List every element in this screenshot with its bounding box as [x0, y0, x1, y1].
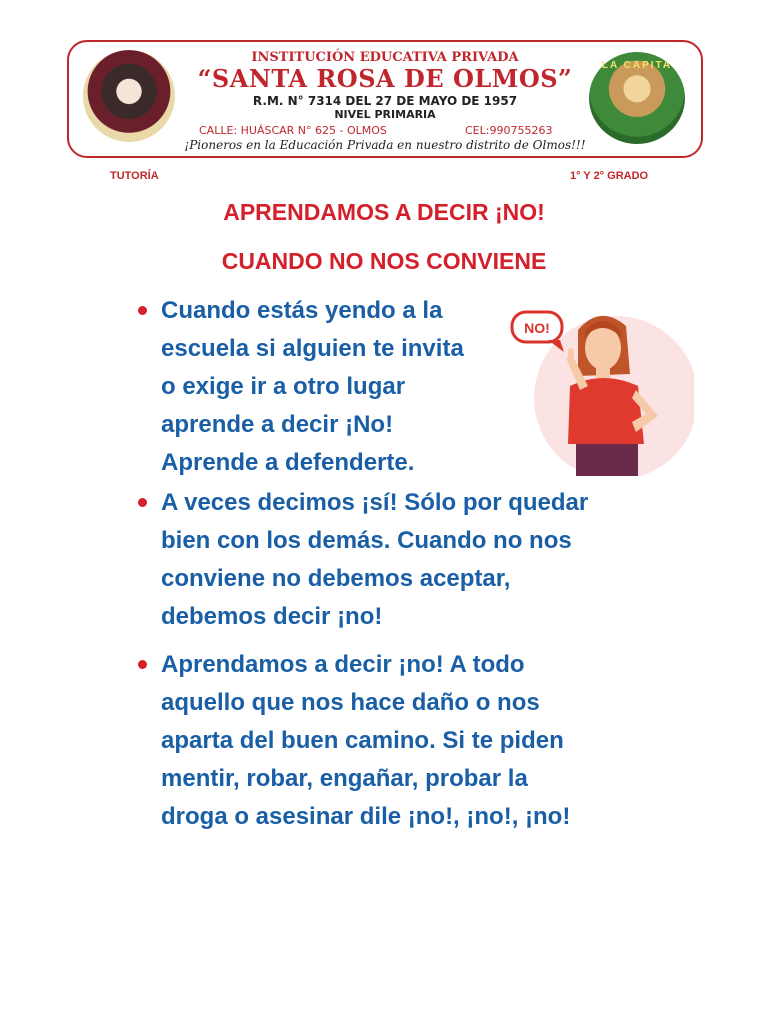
level-text: NIVEL PRIMARIA [334, 108, 436, 121]
bullet-line: debemos decir ¡no! [161, 603, 383, 630]
bullet-line: Aprendamos a decir ¡no! A todo [161, 651, 525, 678]
bullet-line: droga o asesinar dile ¡no!, ¡no!, ¡no! [161, 803, 571, 830]
bullet-line: escuela si alguien te invita [161, 335, 464, 362]
bullet-icon [138, 306, 147, 315]
resolution-text: R.M. N° 7314 DEL 27 DE MAYO DE 1957 [252, 94, 518, 108]
phone-text: CEL:990755263 [465, 124, 553, 137]
school-header [67, 40, 703, 158]
bullet-line: Cuando estás yendo a la [161, 297, 443, 324]
bullet-line: Aprende a defenderte. [161, 449, 415, 476]
institution-type: INSTITUCIÓN EDUCATIVA PRIVADA [251, 50, 519, 65]
school-motto: ¡Pioneros en la Educación Privada en nuestro distrito de Olmos!!! [184, 138, 586, 152]
bullet-line: bien con los demás. Cuando no nos [161, 527, 572, 554]
bullet-line: mentir, robar, engañar, probar la [161, 765, 528, 792]
subject-label: TUTORÍA [110, 170, 159, 182]
address-text: CALLE: HUÁSCAR N° 625 - OLMOS [199, 124, 387, 137]
page-title: APRENDAMOS A DECIR ¡NO! [223, 199, 545, 225]
town-emblem-text: LA CAPITA [601, 60, 673, 71]
bullet-line: aquello que nos hace daño o nos [161, 689, 540, 716]
bullet-line: conviene no debemos aceptar, [161, 565, 511, 592]
woman-saying-no-illustration [508, 298, 694, 476]
page-subtitle: CUANDO NO NOS CONVIENE [221, 248, 547, 274]
grade-label: 1° Y 2° GRADO [570, 170, 649, 182]
school-name: “SANTA ROSA DE OLMOS” [197, 64, 573, 93]
speech-bubble-text: NO! [524, 320, 550, 336]
bullet-line: A veces decimos ¡sí! Sólo por quedar [161, 489, 589, 516]
bullet-line: aprende a decir ¡No! [161, 411, 394, 438]
bullet-icon [138, 498, 147, 507]
bullet-line: o exige ir a otro lugar [161, 373, 406, 400]
bullet-icon [138, 660, 147, 669]
bullet-line: aparta del buen camino. Si te piden [161, 727, 564, 754]
